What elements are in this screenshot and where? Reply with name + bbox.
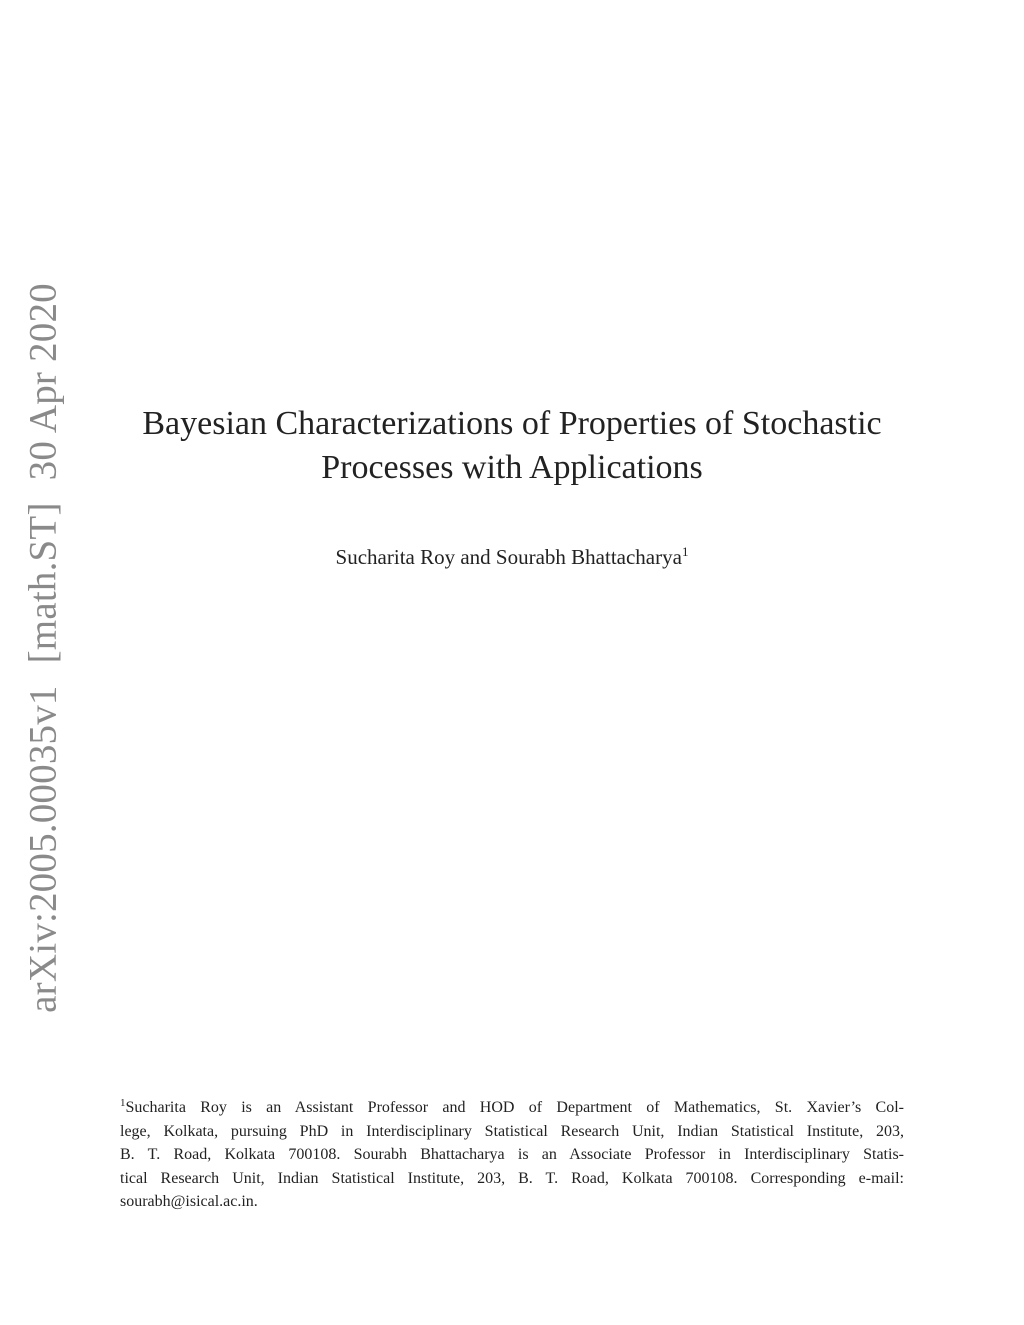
arxiv-id: arXiv:2005.00035v1 xyxy=(21,685,65,1013)
author-list xyxy=(100,542,924,572)
author-names: Sucharita Roy and Sourabh Bhattacharya xyxy=(335,545,682,569)
arxiv-category: [math.ST] xyxy=(21,502,65,664)
footnote-line-5: sourabh@isical.ac.in. xyxy=(120,1193,258,1210)
arxiv-identifier-stamp xyxy=(21,283,66,1013)
footnote-line-4: tical Research Unit, Indian Statistical Institute, 203, B. T. Road, Kolkata 700108. Corresponding e-mail: xyxy=(120,1169,904,1187)
footnote-line-1-text: Sucharita Roy is an Assistant Professor and HOD of Department of Mathematics, St. Xavier’s Col- xyxy=(125,1099,904,1116)
footnote-marker: 1 xyxy=(120,1097,126,1109)
affiliation-footnote xyxy=(120,1096,904,1214)
footnote-line-3: B. T. Road, Kolkata 700108. Sourabh Bhattacharya is an Associate Professor in Interdisciplinary Statis- xyxy=(120,1146,904,1163)
arxiv-date: 30 Apr 2020 xyxy=(21,283,65,481)
footnote-line-2: lege, Kolkata, pursuing PhD in Interdisciplinary Statistical Research Unit, Indian Statistical Institute, 203, xyxy=(120,1122,904,1140)
footnote-line-1 xyxy=(120,1096,904,1120)
title-line-1: Bayesian Characterizations of Properties of Stochastic xyxy=(142,405,882,442)
title-line-2: Processes with Applications xyxy=(321,449,703,486)
author-footnote-marker: 1 xyxy=(681,544,689,559)
paper-title xyxy=(100,402,924,490)
